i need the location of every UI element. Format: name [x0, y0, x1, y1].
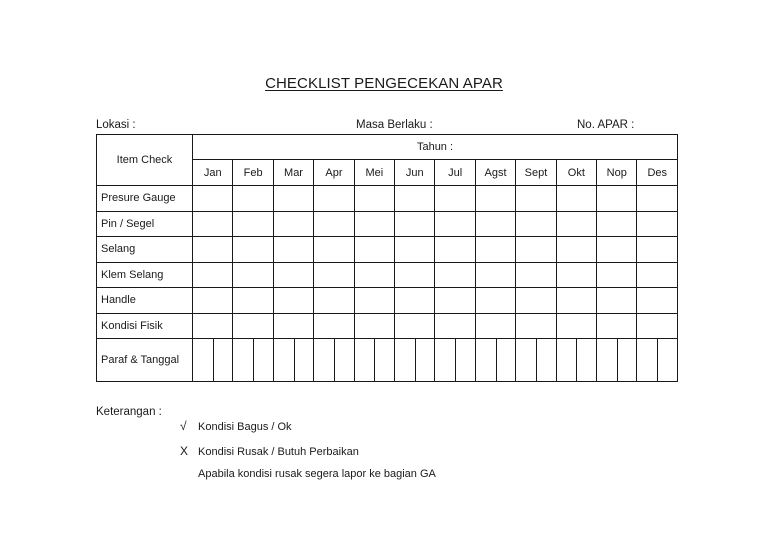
check-cell[interactable] [193, 262, 233, 288]
check-cell[interactable] [354, 262, 394, 288]
paraf-divider [496, 339, 497, 381]
check-cell[interactable] [516, 262, 556, 288]
check-cell[interactable] [314, 237, 354, 263]
paraf-divider [617, 339, 618, 381]
check-cell[interactable] [516, 288, 556, 314]
month-header-des: Des [637, 160, 678, 186]
check-cell[interactable] [395, 262, 435, 288]
check-cell[interactable] [395, 288, 435, 314]
table-row [97, 237, 678, 263]
check-cell[interactable] [233, 237, 273, 263]
check-cell[interactable] [475, 237, 515, 263]
legend-ok [180, 419, 292, 433]
check-cell[interactable] [637, 237, 678, 263]
month-header-jan: Jan [193, 160, 233, 186]
check-cell[interactable] [435, 313, 475, 339]
check-cell[interactable] [193, 186, 233, 212]
check-cell[interactable] [354, 186, 394, 212]
paraf-label: Paraf & Tanggal [97, 339, 193, 382]
check-cell[interactable] [354, 313, 394, 339]
paraf-cell[interactable] [314, 339, 354, 382]
check-cell[interactable] [637, 262, 678, 288]
check-cell[interactable] [273, 186, 313, 212]
paraf-divider [374, 339, 375, 381]
check-cell[interactable] [597, 262, 637, 288]
check-cell[interactable] [193, 288, 233, 314]
check-cell[interactable] [435, 211, 475, 237]
month-header-jun: Jun [395, 160, 435, 186]
table-row [97, 211, 678, 237]
check-cell[interactable] [556, 211, 596, 237]
table-row [97, 313, 678, 339]
table-row [97, 288, 678, 314]
no-apar-label: No. APAR : [577, 119, 635, 131]
item-label: Pin / Segel [97, 211, 193, 237]
check-cell[interactable] [637, 313, 678, 339]
check-cell[interactable] [395, 313, 435, 339]
item-label: Handle [97, 288, 193, 314]
checkmark-icon: √ [180, 419, 187, 433]
check-cell[interactable] [233, 186, 273, 212]
check-cell[interactable] [637, 186, 678, 212]
item-check-header: Item Check [97, 135, 193, 186]
lokasi-label: Lokasi : [96, 119, 136, 131]
month-header-okt: Okt [556, 160, 596, 186]
paraf-cell[interactable] [395, 339, 435, 382]
check-cell[interactable] [273, 288, 313, 314]
paraf-divider [455, 339, 456, 381]
paraf-divider [536, 339, 537, 381]
check-cell[interactable] [516, 211, 556, 237]
check-cell[interactable] [193, 211, 233, 237]
checklist-table [96, 134, 678, 382]
paraf-cell[interactable] [516, 339, 556, 382]
legend-rusak-text: Kondisi Rusak / Butuh Perbaikan [198, 446, 359, 458]
check-cell[interactable] [395, 211, 435, 237]
month-header-sept: Sept [516, 160, 556, 186]
check-cell[interactable] [354, 211, 394, 237]
paraf-divider [576, 339, 577, 381]
check-cell[interactable] [435, 262, 475, 288]
legend-note: Apabila kondisi rusak segera lapor ke bagian GA [198, 468, 436, 480]
check-cell[interactable] [597, 186, 637, 212]
month-header-nop: Nop [597, 160, 637, 186]
legend-ok-text: Kondisi Bagus / Ok [198, 421, 292, 433]
check-cell[interactable] [233, 211, 273, 237]
check-cell[interactable] [475, 186, 515, 212]
paraf-divider [334, 339, 335, 381]
check-cell[interactable] [233, 288, 273, 314]
paraf-divider [253, 339, 254, 381]
check-cell[interactable] [556, 262, 596, 288]
check-cell[interactable] [273, 262, 313, 288]
paraf-cell[interactable] [273, 339, 313, 382]
paraf-cell[interactable] [637, 339, 678, 382]
check-cell[interactable] [273, 237, 313, 263]
check-cell[interactable] [273, 313, 313, 339]
table-row [97, 186, 678, 212]
month-header-mei: Mei [354, 160, 394, 186]
item-check-rows [97, 186, 678, 382]
check-cell[interactable] [637, 288, 678, 314]
check-cell[interactable] [516, 313, 556, 339]
month-header-agst: Agst [475, 160, 515, 186]
paraf-row [97, 339, 678, 382]
legend-rusak [180, 444, 359, 458]
table-row [97, 262, 678, 288]
month-header-jul: Jul [435, 160, 475, 186]
check-cell[interactable] [637, 211, 678, 237]
check-cell[interactable] [475, 211, 515, 237]
item-label: Selang [97, 237, 193, 263]
check-cell[interactable] [475, 288, 515, 314]
month-header-apr: Apr [314, 160, 354, 186]
paraf-divider [294, 339, 295, 381]
check-cell[interactable] [556, 237, 596, 263]
item-label: Kondisi Fisik [97, 313, 193, 339]
check-cell[interactable] [233, 262, 273, 288]
check-cell[interactable] [314, 211, 354, 237]
check-cell[interactable] [597, 288, 637, 314]
check-cell[interactable] [273, 211, 313, 237]
check-cell[interactable] [314, 313, 354, 339]
check-cell[interactable] [475, 313, 515, 339]
check-cell[interactable] [314, 262, 354, 288]
item-label: Klem Selang [97, 262, 193, 288]
check-cell[interactable] [597, 211, 637, 237]
check-cell[interactable] [597, 237, 637, 263]
check-cell[interactable] [435, 186, 475, 212]
masa-berlaku-label: Masa Berlaku : [356, 119, 433, 131]
check-cell[interactable] [475, 262, 515, 288]
check-cell[interactable] [193, 313, 233, 339]
check-cell[interactable] [233, 313, 273, 339]
check-cell[interactable] [597, 313, 637, 339]
check-cell[interactable] [556, 288, 596, 314]
page-title: CHECKLIST PENGECEKAN APAR [265, 75, 503, 92]
paraf-divider [657, 339, 658, 381]
paraf-cell[interactable] [233, 339, 273, 382]
check-cell[interactable] [193, 237, 233, 263]
item-label: Presure Gauge [97, 186, 193, 212]
month-header-mar: Mar [273, 160, 313, 186]
keterangan-title: Keterangan : [96, 406, 162, 418]
check-cell[interactable] [556, 186, 596, 212]
check-cell[interactable] [516, 186, 556, 212]
paraf-cell[interactable] [435, 339, 475, 382]
paraf-divider [415, 339, 416, 381]
check-cell[interactable] [354, 288, 394, 314]
check-cell[interactable] [435, 237, 475, 263]
paraf-cell[interactable] [597, 339, 637, 382]
check-cell[interactable] [354, 237, 394, 263]
check-cell[interactable] [395, 237, 435, 263]
check-cell[interactable] [395, 186, 435, 212]
check-cell[interactable] [556, 313, 596, 339]
check-cell[interactable] [314, 186, 354, 212]
paraf-cell[interactable] [354, 339, 394, 382]
cross-icon: X [180, 444, 189, 458]
check-cell[interactable] [435, 288, 475, 314]
paraf-cell[interactable] [475, 339, 515, 382]
paraf-divider [213, 339, 214, 381]
month-header-feb: Feb [233, 160, 273, 186]
paraf-cell[interactable] [556, 339, 596, 382]
check-cell[interactable] [516, 237, 556, 263]
tahun-header: Tahun : [193, 135, 678, 160]
check-cell[interactable] [314, 288, 354, 314]
paraf-cell[interactable] [193, 339, 233, 382]
